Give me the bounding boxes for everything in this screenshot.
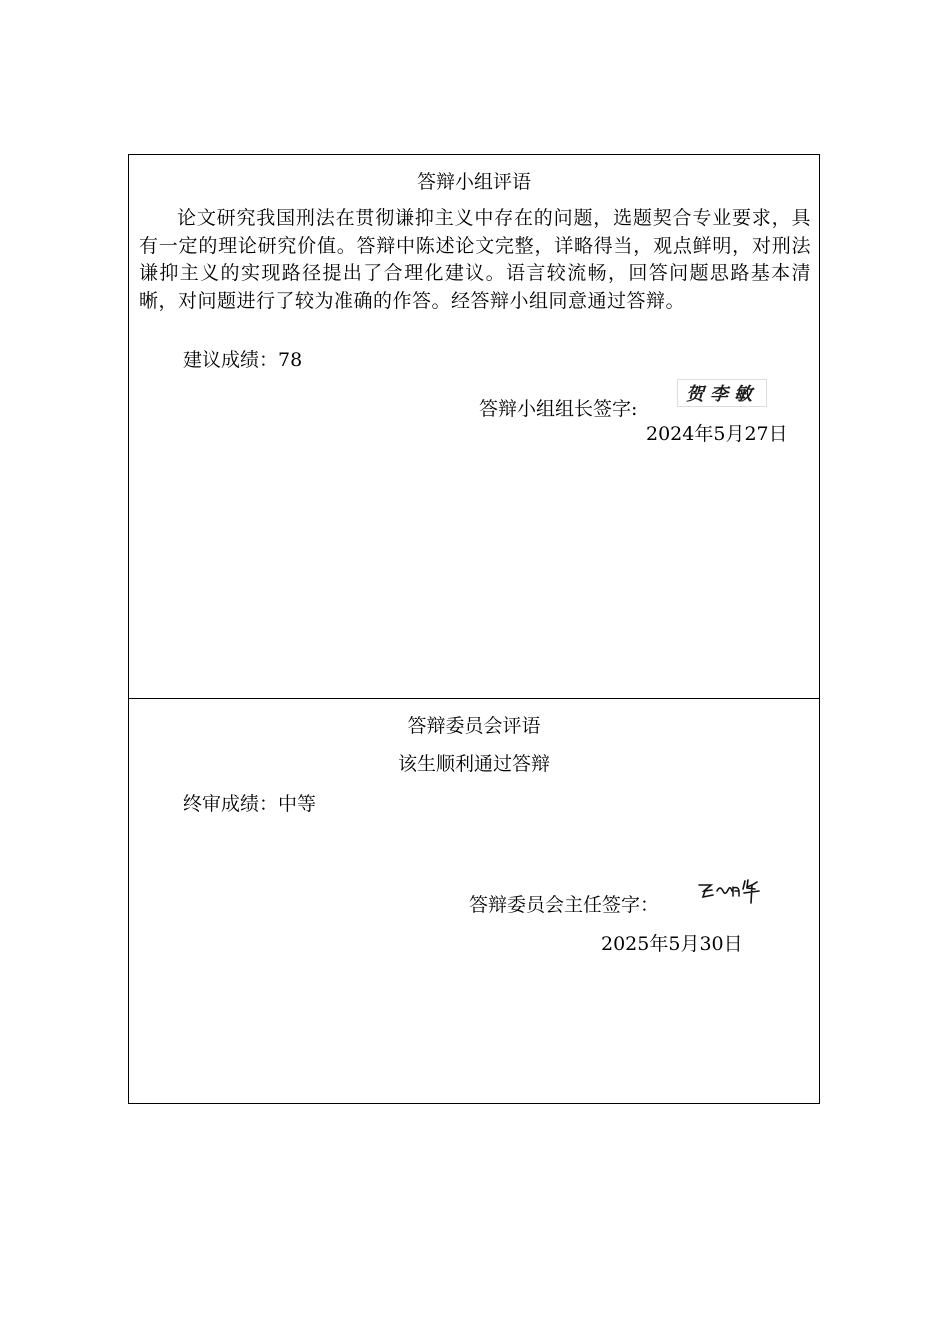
committee-review-heading: 答辩委员会评语 [407,715,541,737]
chair-signature-image [695,877,765,907]
committee-review-date: 2025年5月30日 [601,933,743,955]
suggested-grade-row [183,347,302,373]
final-grade-label: 终审成绩： [183,793,279,815]
suggested-grade-label: 建议成绩： [183,349,279,371]
group-review-section [129,155,819,699]
chair-signature-label: 答辩委员会主任签字： [469,894,660,916]
final-grade-value: 中等 [278,793,317,815]
svg-text:贺李敏: 贺李敏 [686,384,758,405]
committee-review-comment: 该生顺利通过答辩 [397,753,550,775]
group-review-date: 2024年5月27日 [646,423,788,445]
committee-review-section [129,699,819,1103]
defense-evaluation-form [128,154,820,1104]
group-review-heading: 答辩小组评语 [416,171,531,193]
leader-signature-label: 答辩小组组长签字: [479,398,638,420]
suggested-grade-value: 78 [278,349,303,371]
leader-signature-image [677,379,767,407]
group-review-comment: 论文研究我国刑法在贯彻谦抑主义中存在的问题，选题契合专业要求，具有一定的理论研究价值。答辩中陈述论文完整，详略得当，观点鲜明，对刑法谦抑主义的实现路径提出了合理化建议。语言较流畅，回答问题思路基本清晰，对问题进行了较为准确的作答。经答辩小组同意通过答辩。 [139,207,811,312]
final-grade-row [183,791,316,817]
